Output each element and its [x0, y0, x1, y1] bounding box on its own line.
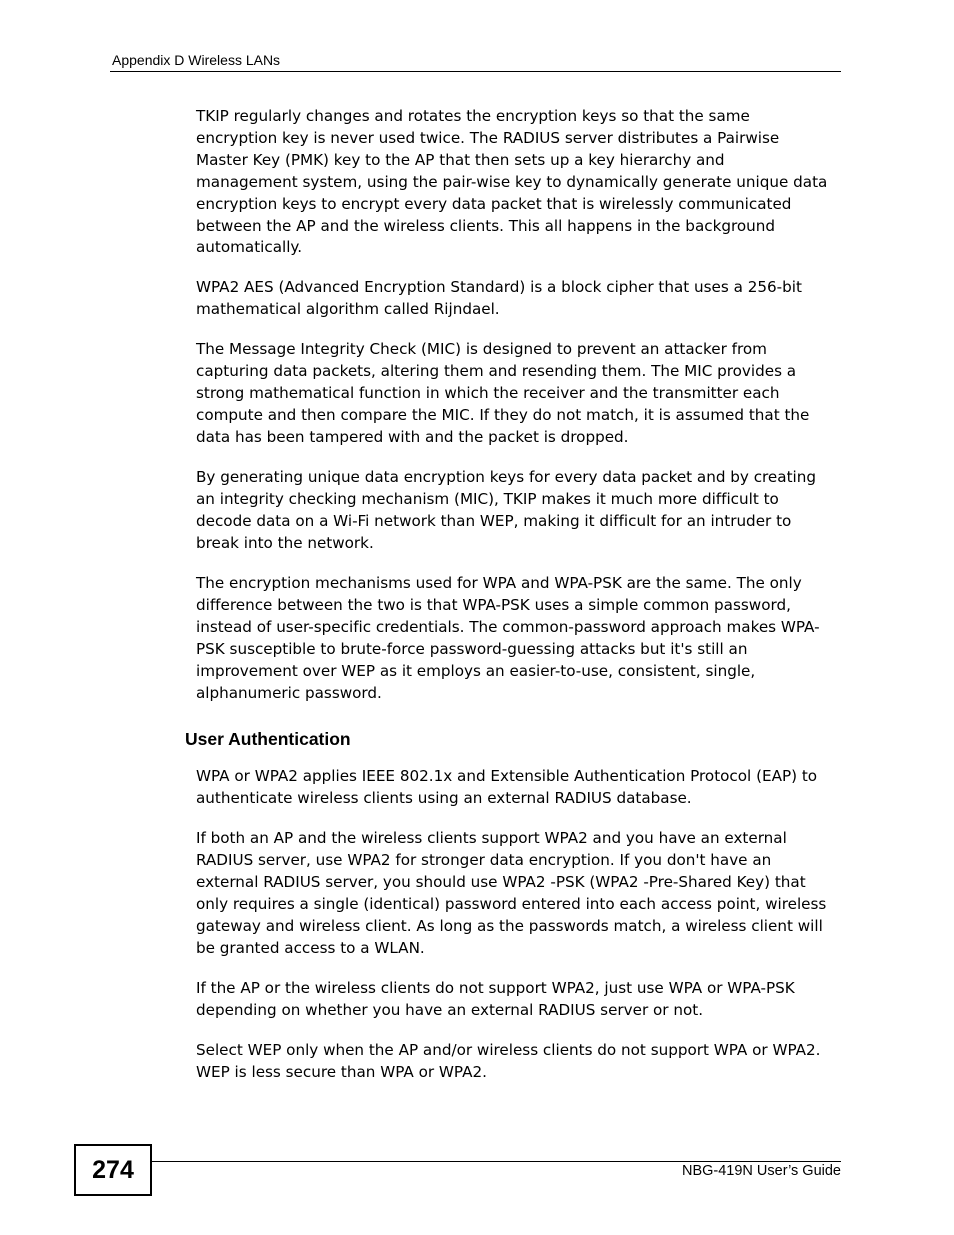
paragraph-line: between the AP and the wireless clients. This all happens in the background	[196, 216, 776, 235]
paragraph-wpa-psk	[196, 573, 844, 704]
paragraph-line: capturing data packets, altering them and resending them. The MIC provides a	[196, 361, 797, 380]
paragraph-wpa-fallback	[196, 978, 844, 1022]
paragraph-line: be granted access to a WLAN.	[196, 938, 425, 957]
paragraph-line: automatically.	[196, 238, 303, 257]
paragraph-line: PSK susceptible to brute-force password-guessing attacks but it's still an	[196, 639, 748, 658]
paragraph-line: By generating unique data encryption keys for every data packet and by creating	[196, 468, 816, 486]
guide-title: NBG-419N User’s Guide	[681, 1163, 841, 1179]
paragraph-line: WPA or WPA2 applies IEEE 802.1x and Extensible Authentication Protocol (EAP) to	[196, 767, 818, 785]
paragraph-line: external RADIUS server, you should use WPA2 -PSK (WPA2 -Pre-Shared Key) that	[196, 872, 806, 891]
paragraph-line: compute and then compare the MIC. If they do not match, it is assumed that the	[196, 405, 810, 424]
paragraph-line: If the AP or the wireless clients do not support WPA2, just use WPA or WPA-PSK	[196, 979, 795, 997]
paragraph-line: WEP is less secure than WPA or WPA2.	[196, 1062, 487, 1081]
paragraph-line: only requires a single (identical) password entered into each access point, wireless	[196, 894, 827, 913]
paragraph-line: an integrity checking mechanism (MIC), TKIP makes it much more difficult to	[196, 489, 779, 508]
paragraph-line: encryption key is never used twice. The RADIUS server distributes a Pairwise	[196, 128, 780, 147]
header-rule	[110, 71, 841, 72]
paragraph-tkip-rotation	[196, 106, 844, 259]
page-number: 274	[74, 1144, 152, 1196]
paragraph-wep	[196, 1040, 844, 1084]
paragraph-line: Select WEP only when the AP and/or wireless clients do not support WPA or WPA2.	[196, 1041, 821, 1059]
paragraph-mic	[196, 339, 844, 449]
paragraph-line: management system, using the pair-wise key to dynamically generate unique data	[196, 172, 828, 191]
paragraph-eap	[196, 766, 844, 810]
paragraph-line: Master Key (PMK) key to the AP that then sets up a key hierarchy and	[196, 150, 725, 169]
paragraph-line: data has been tampered with and the packet is dropped.	[196, 427, 629, 446]
paragraph-line: authenticate wireless clients using an external RADIUS database.	[196, 788, 692, 807]
paragraph-line: RADIUS server, use WPA2 for stronger data encryption. If you don't have an	[196, 850, 772, 869]
paragraph-line: TKIP regularly changes and rotates the encryption keys so that the same	[196, 107, 750, 125]
paragraph-line: encryption keys to encrypt every data packet that is wirelessly communicated	[196, 194, 792, 213]
paragraph-line: gateway and wireless client. As long as the passwords match, a wireless client will	[196, 916, 823, 935]
paragraph-line: depending on whether you have an external RADIUS server or not.	[196, 1000, 704, 1019]
paragraph-line: break into the network.	[196, 533, 374, 552]
paragraph-tkip-integrity	[196, 467, 844, 555]
paragraph-line: improvement over WEP as it employs an easier-to-use, consistent, single,	[196, 661, 756, 680]
paragraph-line: instead of user-specific credentials. The common-password approach makes WPA-	[196, 617, 820, 636]
paragraph-line: alphanumeric password.	[196, 683, 382, 702]
paragraph-line: mathematical algorithm called Rijndael.	[196, 299, 500, 318]
paragraph-line: difference between the two is that WPA-PSK uses a simple common password,	[196, 595, 791, 614]
paragraph-line: The Message Integrity Check (MIC) is designed to prevent an attacker from	[196, 340, 767, 358]
paragraph-line: strong mathematical function in which the receiver and the transmitter each	[196, 383, 780, 402]
paragraph-line: decode data on a Wi-Fi network than WEP, making it difficult for an intruder to	[196, 511, 792, 530]
paragraph-line: WPA2 AES (Advanced Encryption Standard) is a block cipher that uses a 256-bit	[196, 278, 802, 296]
running-header: Appendix D Wireless LANs	[112, 52, 281, 68]
paragraph-wpa2-aes	[196, 277, 844, 321]
section-heading: User Authentication	[185, 729, 351, 749]
paragraph-line: If both an AP and the wireless clients support WPA2 and you have an external	[196, 829, 787, 847]
paragraph-wpa2-radius	[196, 828, 844, 959]
paragraph-line: The encryption mechanisms used for WPA and WPA-PSK are the same. The only	[196, 574, 802, 592]
